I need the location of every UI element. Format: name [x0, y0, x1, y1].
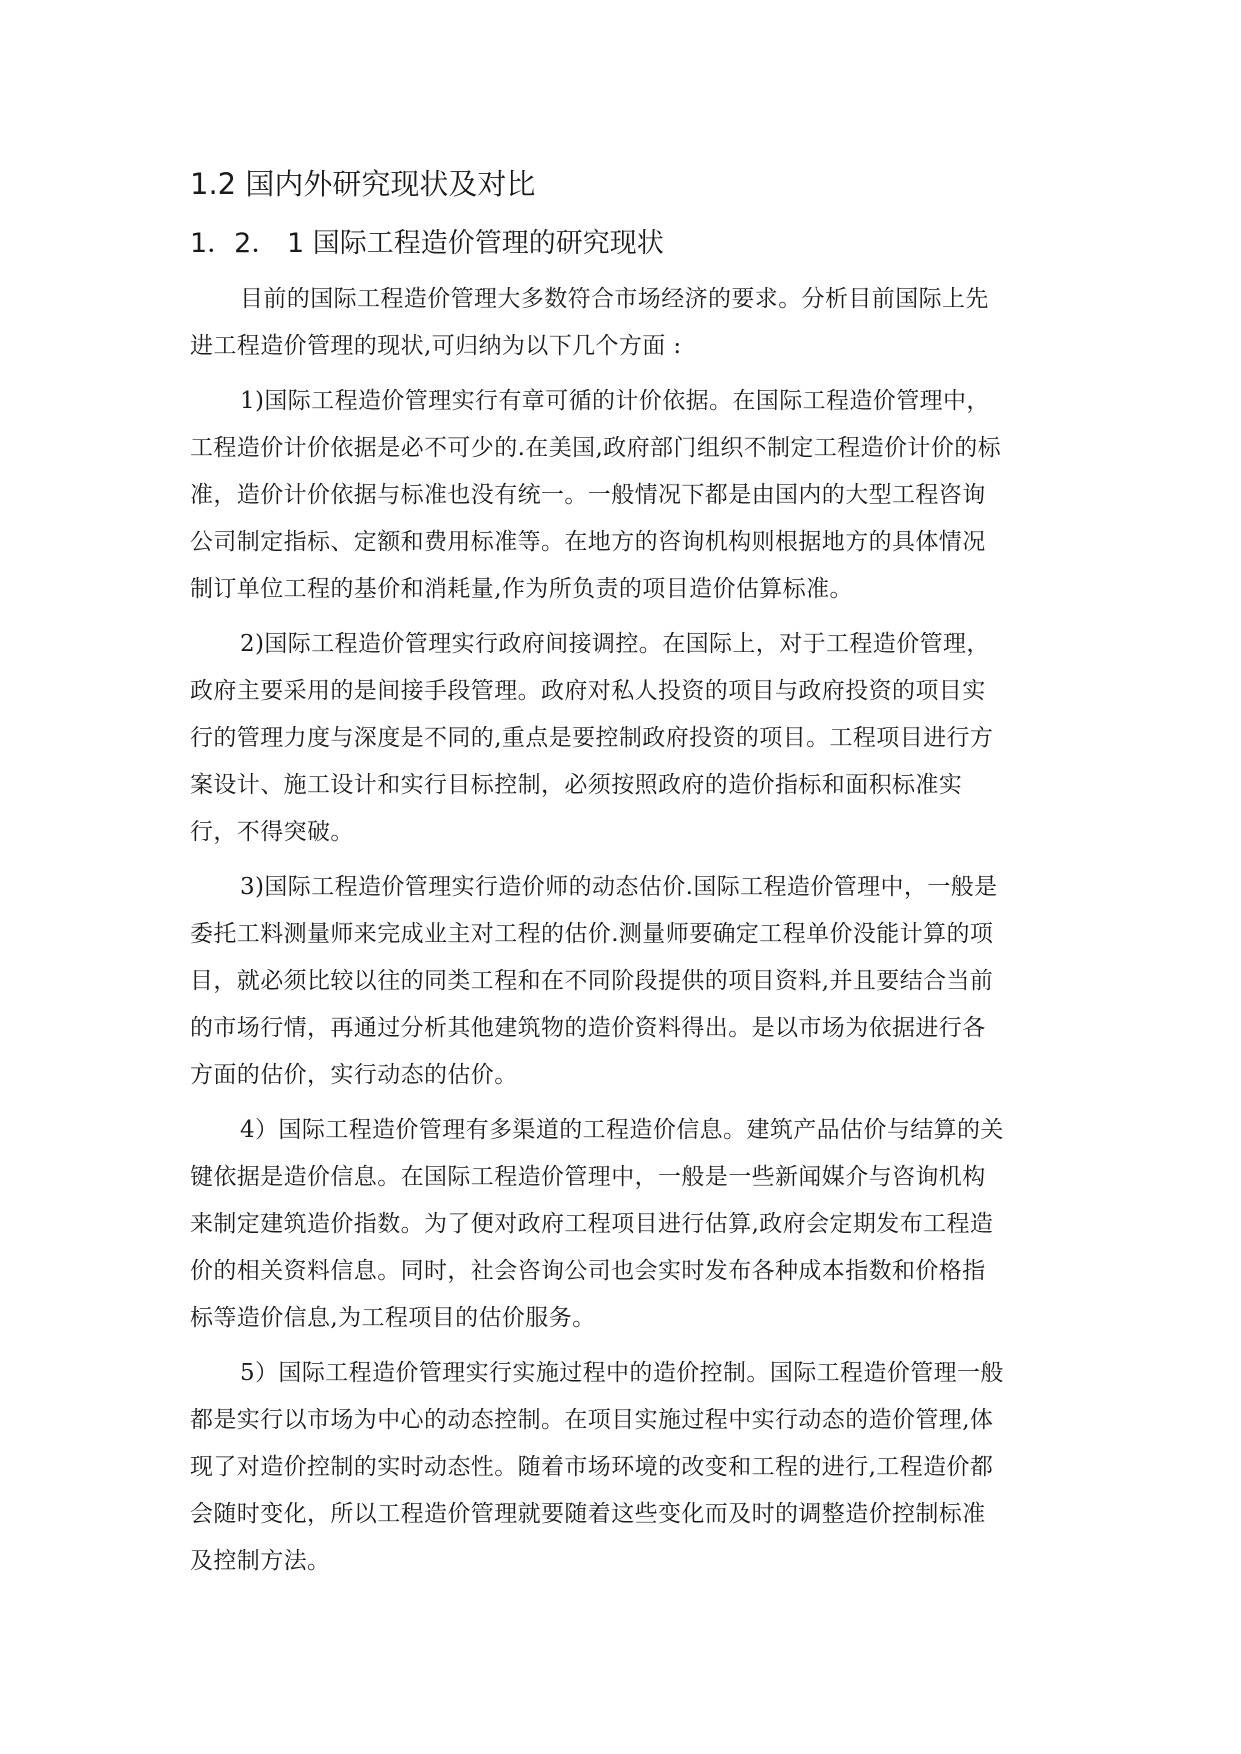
paragraph-line: 案设计、施工设计和实行目标控制，必须按照政府的造价指标和面积标准实 — [190, 772, 963, 798]
paragraph-line: 键依据是造价信息。在国际工程造价管理中，一般是一些新闻媒介与咨询机构 — [190, 1164, 986, 1190]
subsection-title: 1．2． 1 国际工程造价管理的研究现状 — [190, 228, 664, 259]
paragraph — [190, 1107, 1060, 1342]
paragraph-line: 政府主要采用的是间接手段管理。政府对私人投资的项目与政府投资的项目实 — [190, 678, 986, 704]
paragraph-line: 都是实行以市场为中心的动态控制。在项目实施过程中实行动态的造价管理,体 — [190, 1407, 994, 1433]
paragraph-line: 进工程造价管理的现状,可归纳为以下几个方面 : — [190, 333, 682, 359]
paragraph-line: 工程造价计价依据是必不可少的.在美国,政府部门组织不制定工程造价计价的标 — [190, 435, 1002, 461]
paragraph-line: 的市场行情，再通过分析其他建筑物的造价资料得出。是以市场为依据进行各 — [190, 1015, 986, 1041]
paragraph-line: 目，就必须比较以往的同类工程和在不同阶段提供的项目资料,并且要结合当前 — [190, 968, 994, 994]
paragraph-line: 标等造价信息,为工程项目的估价服务。 — [190, 1305, 596, 1331]
paragraph-line: 5）国际工程造价管理实行实施过程中的造价控制。国际工程造价管理一般 — [240, 1360, 1004, 1386]
paragraph-line: 方面的估价，实行动态的估价。 — [190, 1062, 518, 1088]
paragraph — [190, 276, 1060, 370]
paragraph-line: 制订单位工程的基价和消耗量,作为所负责的项目造价估算标准。 — [190, 576, 853, 602]
paragraph-line: 行，不得突破。 — [190, 819, 354, 845]
paragraph-line: 现了对造价控制的实时动态性。随着市场环境的改变和工程的进行,工程造价都 — [190, 1454, 994, 1480]
paragraph-line: 准，造价计价依据与标准也没有统一。一般情况下都是由国内的大型工程咨询 — [190, 482, 986, 508]
paragraph-line: 会随时变化，所以工程造价管理就要随着这些变化而及时的调整造价控制标准 — [190, 1501, 986, 1527]
paragraph — [190, 621, 1060, 856]
paragraph-line: 行的管理力度与深度是不同的,重点是要控制政府投资的项目。工程项目进行方 — [190, 725, 994, 751]
paragraph-line: 1)国际工程造价管理实行有章可循的计价依据。在国际工程造价管理中， — [240, 388, 990, 414]
paragraph-line: 及控制方法。 — [190, 1548, 331, 1574]
paragraph-line: 3)国际工程造价管理实行造价师的动态估价.国际工程造价管理中，一般是 — [240, 874, 998, 900]
paragraph-list — [190, 276, 1060, 1585]
paragraph-line: 目前的国际工程造价管理大多数符合市场经济的要求。分析目前国际上先 — [240, 286, 989, 312]
paragraph-line: 来制定建筑造价指数。为了便对政府工程项目进行估算,政府会定期发布工程造 — [190, 1211, 994, 1237]
paragraph-line: 委托工料测量师来完成业主对工程的估价.测量师要确定工程单价没能计算的项 — [190, 921, 994, 947]
paragraph-line: 价的相关资料信息。同时，社会咨询公司也会实时发布各种成本指数和价格指 — [190, 1258, 986, 1284]
section-title: 1.2 国内外研究现状及对比 — [190, 167, 536, 201]
paragraph-line: 2)国际工程造价管理实行政府间接调控。在国际上，对于工程造价管理， — [240, 631, 990, 657]
document-body — [190, 158, 1060, 1593]
paragraph-line: 4）国际工程造价管理有多渠道的工程造价信息。建筑产品估价与结算的关 — [240, 1117, 1004, 1143]
paragraph — [190, 378, 1060, 613]
paragraph-line: 公司制定指标、定额和费用标准等。在地方的咨询机构则根据地方的具体情况 — [190, 529, 986, 555]
paragraph — [190, 864, 1060, 1099]
paragraph — [190, 1350, 1060, 1585]
